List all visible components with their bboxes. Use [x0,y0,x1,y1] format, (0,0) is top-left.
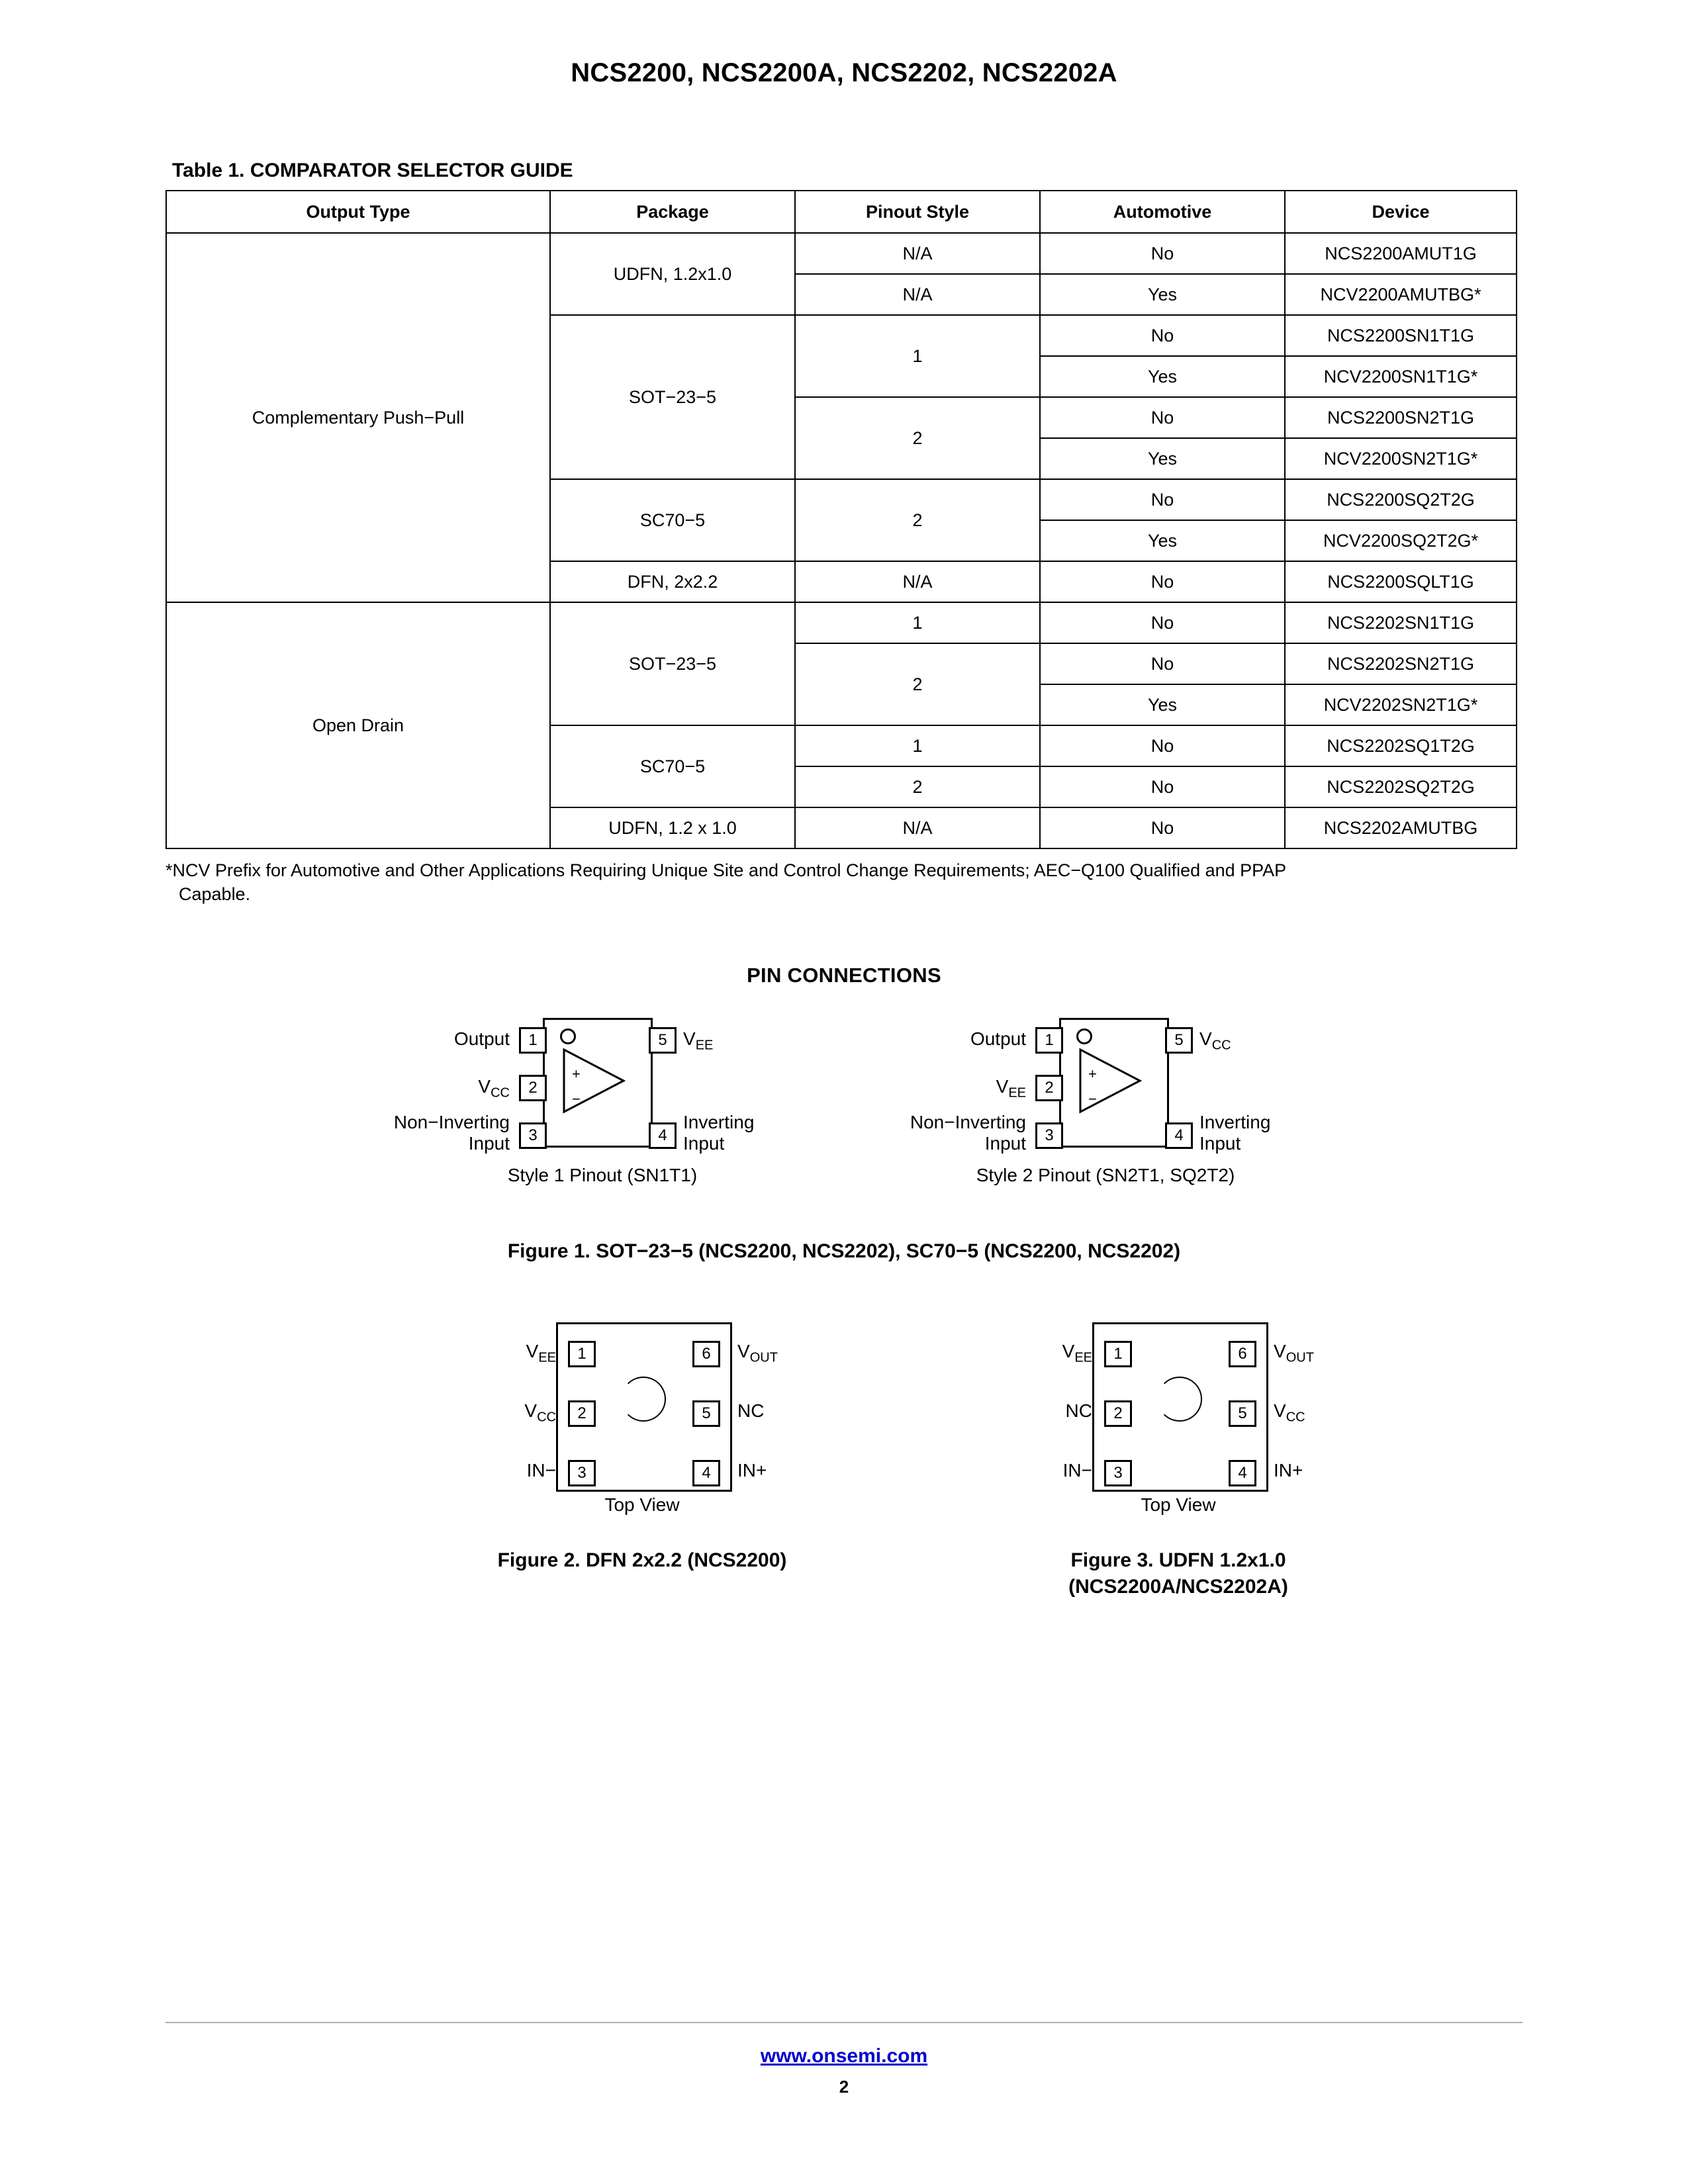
cell-pinout: N/A [795,807,1040,848]
cell-automotive: No [1040,602,1285,643]
cell-device: NCS2202AMUTBG [1285,807,1517,848]
page-title: NCS2200, NCS2200A, NCS2202, NCS2202A [571,58,1117,87]
comparator-selector-table [165,190,1517,849]
cell-device: NCV2200SQ2T2G* [1285,520,1517,561]
pin-1-box: 1 [1035,1027,1063,1054]
pin-connections-heading: PIN CONNECTIONS [747,963,941,987]
footer-website-link[interactable]: www.onsemi.com [760,2045,928,2067]
pin-2-box: 2 [519,1075,547,1101]
footer-divider [165,2022,1523,2023]
pin-5-box: 5 [1229,1400,1256,1427]
footnote-line-1: *NCV Prefix for Automotive and Other Applications Requiring Unique Site and Control Change Requirements; AEC−Q100 Qualified and PPAP [165,860,1287,880]
column-header-device: Device [1285,191,1517,233]
cell-pinout: N/A [795,274,1040,315]
cell-device: NCS2200SQLT1G [1285,561,1517,602]
pin-1-label: $V_{EE}$ [526,1340,556,1365]
cell-pinout: N/A [795,233,1040,274]
pin-2-label: $V_{CC}$ [524,1400,556,1425]
cell-package: SC70−5 [550,725,795,807]
cell-device: NCS2202SQ2T2G [1285,766,1517,807]
svg-text:+: + [572,1065,581,1082]
pin-2-box: 2 [1035,1075,1063,1101]
table-row [166,602,1517,643]
pin-3-label: IN− [1062,1459,1092,1480]
figure2-caption: Figure 2. DFN 2x2.2 (NCS2200) [497,1549,787,1571]
cell-device: NCV2202SN2T1G* [1285,684,1517,725]
cell-pinout: 2 [795,643,1040,725]
figure2-top-view-label: Top View [604,1494,680,1515]
cell-automotive: No [1040,233,1285,274]
cell-package: SC70−5 [550,479,795,561]
pin-3-box: 3 [1104,1460,1132,1486]
pin-2-box: 2 [568,1400,596,1427]
cell-automotive: Yes [1040,274,1285,315]
table-footnote [165,858,1529,907]
pin-3-box: 3 [568,1460,596,1486]
cell-device: NCS2200AMUT1G [1285,233,1517,274]
style1-package-drawing [393,1011,774,1185]
cell-automotive: No [1040,766,1285,807]
figure2-package-drawing [457,1322,827,1515]
pin-3-label: Non−Inverting Input [910,1111,1026,1154]
cell-pinout: 1 [795,602,1040,643]
column-header-package: Package [550,191,795,233]
comparator-symbol-icon [549,1038,655,1124]
pin-5-box: 5 [692,1400,720,1427]
pin-2-label: NC [1065,1400,1092,1421]
cell-device: NCV2200AMUTBG* [1285,274,1517,315]
pin-4-label: Inverting Input [683,1111,755,1154]
figure1-caption: Figure 1. SOT−23−5 (NCS2200, NCS2202), SC70−5 (NCS2200, NCS2202) [507,1240,1181,1262]
cell-automotive: Yes [1040,520,1285,561]
pin-6-box: 6 [1229,1341,1256,1367]
pin-4-box: 4 [1229,1460,1256,1486]
pin-4-label: IN+ [737,1459,767,1480]
cell-device: NCV2200SN2T1G* [1285,438,1517,479]
cell-pinout: 2 [795,397,1040,479]
figure3-caption: Figure 3. UDFN 1.2x1.0 (NCS2200A/NCS2202A) [1068,1549,1288,1598]
table-header-row [166,191,1517,233]
pin-1-box: 1 [568,1341,596,1367]
pin-5-label: NC [737,1400,765,1421]
figure1-drawings [165,1005,1523,1223]
footer-page-number: 2 [839,2077,849,2097]
cell-automotive: No [1040,397,1285,438]
pin-1-label: Output [453,1028,510,1049]
pin-3-box: 3 [519,1122,547,1149]
cell-automotive: No [1040,561,1285,602]
cell-automotive: Yes [1040,356,1285,397]
cell-automotive: Yes [1040,684,1285,725]
cell-device: NCS2200SN1T1G [1285,315,1517,356]
pin-5-label: $V_{CC}$ [1274,1400,1305,1425]
pin-5-label: $V_{EE}$ [683,1028,714,1053]
pin-4-box: 4 [692,1460,720,1486]
figure3-package-drawing [993,1322,1364,1515]
cell-package: UDFN, 1.2x1.0 [550,233,795,315]
pin-5-box: 5 [1165,1027,1193,1054]
pin-4-label: IN+ [1274,1459,1303,1480]
style2-package-drawing [910,1011,1291,1185]
cell-device: NCS2200SQ2T2G [1285,479,1517,520]
column-header-pinout-style: Pinout Style [795,191,1040,233]
pin-1-label: Output [970,1028,1026,1049]
cell-package: UDFN, 1.2 x 1.0 [550,807,795,848]
cell-package: SOT−23−5 [550,602,795,725]
footnote-line-2: Capable. [179,884,251,905]
style1-caption: Style 1 Pinout (SN1T1) [507,1164,698,1185]
cell-automotive: No [1040,725,1285,766]
svg-text:−: − [572,1090,581,1107]
comparator-symbol-icon [1066,1038,1172,1124]
pin-1-label: $V_{EE}$ [1062,1340,1092,1365]
style2-caption: Style 2 Pinout (SN2T1, SQ2T2) [976,1164,1235,1185]
pin-2-label: $V_{EE}$ [996,1075,1026,1101]
cell-output-type: Open Drain [166,602,550,848]
pin-6-box: 6 [692,1341,720,1367]
cell-package: DFN, 2x2.2 [550,561,795,602]
cell-device: NCS2202SN2T1G [1285,643,1517,684]
pin-1-box: 1 [519,1027,547,1054]
pin-6-label: $V_{OUT}$ [1274,1340,1314,1365]
pin-6-label: $V_{OUT}$ [737,1340,778,1365]
cell-package: SOT−23−5 [550,315,795,479]
cell-device: NCS2200SN2T1G [1285,397,1517,438]
svg-text:−: − [1088,1090,1097,1107]
cell-automotive: No [1040,315,1285,356]
cell-automotive: Yes [1040,438,1285,479]
orientation-dimple-icon [1157,1377,1202,1422]
pin-4-label: Inverting Input [1199,1111,1271,1154]
cell-pinout: 2 [795,766,1040,807]
orientation-dimple-icon [621,1377,666,1422]
cell-device: NCV2200SN1T1G* [1285,356,1517,397]
pin-2-label: $V_{CC}$ [478,1075,510,1101]
pin-4-box: 4 [649,1122,677,1149]
cell-pinout: 2 [795,479,1040,561]
pin-5-label: $V_{CC}$ [1199,1028,1231,1053]
column-header-automotive: Automotive [1040,191,1285,233]
cell-pinout: N/A [795,561,1040,602]
pin-3-label: Non−Inverting Input [393,1111,510,1154]
cell-pinout: 1 [795,725,1040,766]
pin-1-box: 1 [1104,1341,1132,1367]
cell-pinout: 1 [795,315,1040,397]
figure3-top-view-label: Top View [1141,1494,1216,1515]
pin-2-box: 2 [1104,1400,1132,1427]
pin-3-label: IN− [526,1459,556,1480]
pin-5-box: 5 [649,1027,677,1054]
cell-device: NCS2202SN1T1G [1285,602,1517,643]
table-row [166,233,1517,274]
pin-4-box: 4 [1165,1122,1193,1149]
cell-automotive: No [1040,479,1285,520]
cell-automotive: No [1040,807,1285,848]
cell-device: NCS2202SQ1T2G [1285,725,1517,766]
figure2-figure3-drawings [165,1322,1523,1598]
table-caption: Table 1. COMPARATOR SELECTOR GUIDE [172,159,573,181]
svg-text:+: + [1088,1065,1097,1082]
column-header-output-type: Output Type [166,191,550,233]
pin-3-box: 3 [1035,1122,1063,1149]
cell-automotive: No [1040,643,1285,684]
cell-output-type: Complementary Push−Pull [166,233,550,602]
